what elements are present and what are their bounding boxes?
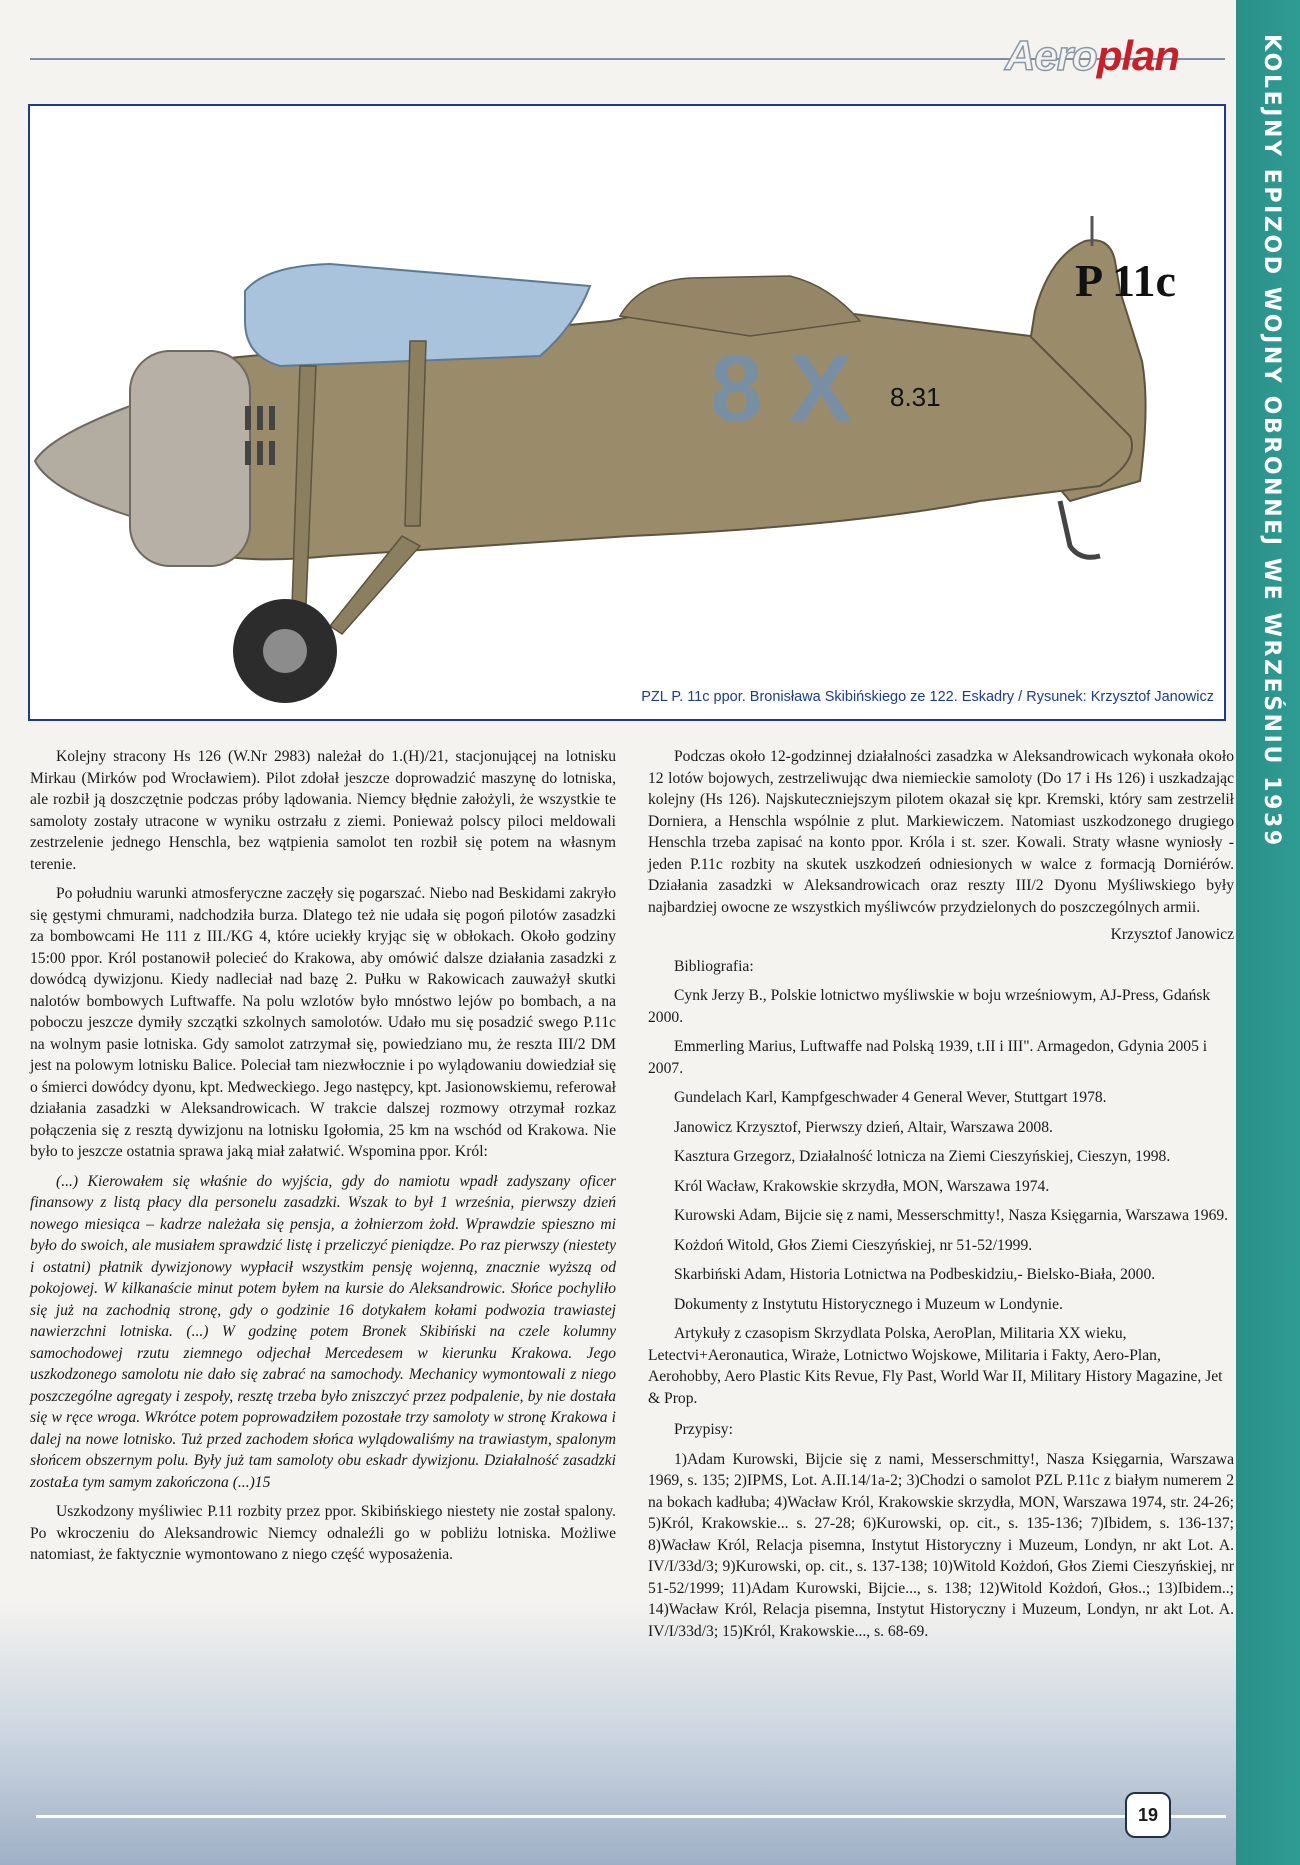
paragraph: Podczas około 12-godzinnej działalności zasadzka w Aleksandrowicach wykonała około 12 lotów bojowych, zestrzeliwując dwa niemieckie samoloty (Do 17 i Hs 126) i uszkadzając kolejny (Hs 126). Najskuteczniejszym pilotem okazał się kpr. Kremski, który sam zestrzelił Dorniera, a Henschla wspólnie z plut. Markiewiczem. Natomiast uszkodzonego drugiego Henschla trzeba zapisać na konto ppor. Króla i st. szer. Kowali. Straty własne wyniosły - jeden P.11c rozbity na skutek uszkodzeń odniesionych w walce z formacją Dorniérów. Działania zasadzki w Aleksandrowicach oraz reszty III/2 Dyonu Myśliwskiego były najbardziej owocne ze wszystkich myśliwców przydzielonych do poszczególnych armii. — [648, 748, 1234, 916]
paragraph: Uszkodzony myśliwiec P.11 rozbity przez ppor. Skibińskiego niestety nie został spalony. Po wkroczeniu do Aleksandrowic Niemcy odnaleźli go w pobliżu lotniska. Możliwe natomiast, że faktycznie wymontowano z niego część wyposażenia. — [30, 1503, 616, 1563]
bibliography-item: Artykuły z czasopism Skrzydlata Polska, AeroPlan, Militaria XX wieku, Letectvi+Aeronautica, Wiraże, Lotnictwo Wojskowe, Militaria i Fakty, Aero-Plan, Aerohobby, Aero Plastic Kits Revue, Fly Past, World War II, Military History Magazine, Jet & Prop. — [648, 1325, 1223, 1407]
bibliography-heading: Bibliografia: — [674, 957, 754, 975]
side-title: KOLEJNY EPIZOD WOJNY OBRONNEJ WE WRZEŚNIU 1939 — [1259, 34, 1284, 848]
bibliography-item: Kożdoń Witold, Głos Ziemi Cieszyńskiej, nr 51-52/1999. — [674, 1236, 1033, 1254]
aeroplan-logo: Aeroplan — [1005, 32, 1180, 79]
louver — [257, 441, 263, 465]
right-column — [648, 746, 1234, 1642]
bibliography-item: Janowicz Krzysztof, Pierwszy dzień, Altair, Warszawa 2008. — [674, 1118, 1053, 1136]
quote-paragraph: (...) Kierowałem się właśnie do wyjścia, gdy do namiotu wpadł zadyszany oficer finansowy z listą płacy dla personelu zasadzki. Wszak to był 1 września, pierwszy dzień nowego miesiąca – kadrze należała się pensja, a żołnierzom żołd. Wprawdzie spieszno mi było do swoich, ale musiałem sprawdzić listę i przeliczyć pieniądze. Po raz pierwszy (niestety i ostatni) płatnik dywizjonowy wypłacił wszystkim pensję wojenną, znacznie wyższą od pokojowej. W kilkanaście minut potem byłem na kursie do Aleksandrowic. Słońce pochyliło się już na zachodnią stronę, gdy o godzinie 16 dotykałem kołami podwozia trawiastej nawierzchni lotniska. (...) W godzinę potem Bronek Skibiński na czele kolumny samochodowej rzutu ziemnego odjechał Mercedesem w kierunku Krakowa. Jego uszkodzonego samolotu nie dało się zabrać na samochody. Mechanicy wymontowali z niego poszczególne agregaty i zespoły, resztę trzeba było zniszczyć przez podpalenie, by nie dostała się w ręce wroga. Wkrótce potem poprowadziłem pozostałe trzy samoloty w stronę Krakowa i dalej na nowe lotnisko. Tuż przed zachodem słońca wylądowaliśmy na trawiastym, spalonym słońcem obszernym polu. Były już tam samoloty obu eskadr dywizjonu. Działalność zasadzki zostaŁa tym samym zakończona (...)15 — [30, 1172, 616, 1491]
bibliography-item: Emmerling Marius, Luftwaffe nad Polską 1939, t.II i III". Armagedon, Gdynia 2005 i 2007. — [648, 1038, 1208, 1077]
page-number: 19 — [1125, 1792, 1171, 1838]
illustration-caption: PZL P. 11c ppor. Bronisława Skibińskiego ze 122. Eskadry / Rysunek: Krzysztof Janowicz — [641, 689, 1214, 705]
propeller-spinner — [35, 406, 130, 516]
footer-rule — [36, 1815, 1226, 1818]
bibliography-list — [648, 985, 1234, 1409]
aircraft-illustration-frame — [28, 104, 1226, 721]
louver — [269, 406, 275, 430]
tail-skid — [1060, 501, 1100, 557]
bibliography-item: Gundelach Karl, Kampfgeschwader 4 General Wever, Stuttgart 1978. — [674, 1089, 1107, 1106]
bibliography-item: Kurowski Adam, Bijcie się z nami, Messerschmitty!, Nasza Księgarnia, Warszawa 1969. — [674, 1207, 1229, 1224]
code-marking: 8.31 — [890, 382, 941, 412]
footnotes: 1)Adam Kurowski, Bijcie się z nami, Messerschmitty!, Nasza Księgarnia, Warszawa 1969, s. 135; 2)IPMS, Lot. A.II.14/1a-2; 3)Chodzi o samolot PZL P.11c z białym numerem 2 na bokach kadłuba; 4)Wacław Król, Krakowskie skrzydła, MON, Warszawa 1974, str. 24-26; 5)Król, Krakowskie... s. 27-28; 6)Kurowski, op. cit., s. 135-136; 7)Ibidem, s. 136-137; 8)Wacław Król, Relacja pisemna, Instytut Historyczny i Muzeum, Londyn, nr akt Lot. A. IV/I/33d/3; 9)Kurowski, op. cit., s. 137-138; 10)Witold Kożdoń, Głos Ziemi Cieszyńskiej, nr 51-52/1999; 11)Adam Kurowski, Bijcie..., s. 138; 12)Witold Kożdoń, Głos..; 13)Ibidem..; 14)Wacław Król, Relacja pisemna, Instytut Historyczny i Muzeum, Londyn, nr akt Lot. A. IV/I/33d/3; 15)Król, Krakowskie..., s. 68-69. — [648, 1450, 1234, 1640]
bibliography-item: Skarbiński Adam, Historia Lotnictwa na Podbeskidziu,- Bielsko-Biała, 2000. — [674, 1266, 1156, 1283]
footnotes-heading: Przypisy: — [674, 1421, 733, 1438]
louver — [269, 441, 275, 465]
aircraft-profile-drawing — [30, 106, 1223, 718]
bibliography-item: Kasztura Grzegorz, Działalność lotnicza na Ziemi Cieszyńskiej, Cieszyn, 1998. — [674, 1148, 1171, 1165]
author-signature: Krzysztof Janowicz — [1110, 926, 1234, 943]
tail-marking: P 11c — [1075, 255, 1176, 306]
paragraph: Kolejny stracony Hs 126 (W.Nr 2983) należał do 1.(H)/21, stacjonującej na lotnisku Mirkau (Mirków pod Wrocławiem). Pilot zdołał jeszcze doprowadzić maszynę do lotniska, ale rozbił ją doszczętnie podczas próby lądowania. Niemcy błędnie założyli, że wszystkie te samoloty zostały utracone w wyniku ostrzału z ziemi. Ponieważ polscy piloci meldowali zestrzelenie jednego Henschla, bez wątpienia samolot ten rozbił się potem na własnym terenie. — [30, 748, 616, 873]
fuselage-marking: 8 X — [710, 336, 853, 442]
bibliography-item: Król Wacław, Krakowskie skrzydła, MON, Warszawa 1974. — [674, 1177, 1050, 1195]
louver — [257, 406, 263, 430]
louver — [245, 441, 251, 465]
wheel-hub — [263, 629, 307, 673]
bibliography-item: Dokumenty z Instytutu Historycznego i Muzeum w Londynie. — [674, 1295, 1063, 1313]
bibliography-item: Cynk Jerzy B., Polskie lotnictwo myśliwskie w boju wrześniowym, AJ-Press, Gdańsk 2000. — [648, 987, 1211, 1026]
left-column — [30, 746, 616, 1566]
engine-cowling — [130, 351, 250, 566]
louver — [245, 406, 251, 430]
paragraph: Po południu warunki atmosferyczne zaczęły się pogarszać. Niebo nad Beskidami zakryło się gęstymi chmurami, nadchodziła burza. Dlatego też nie udała się pogoń pilotów zasadzki za bombowcami He 111 z III./KG 4, które uciekły kryjąc się w obłokach. Około godziny 15:00 ppor. Król postanowił polecieć do Krakowa, aby omówić dalsze działania zasadzki z dowódcą dywizjonu. Kiedy nadleciał nad bazę 2. Pułku w Rakowicach zauważył skutki nalotów bombowych Luftwaffe. Na polu wzlotów było mnóstwo lejów po bombach, a na poboczu jeszcze dymiły szczątki szkolnych samolotów. Udało mu się posadzić swego P.11c na wolnym pasie lotniska. Gdy samolot zatrzymał się, powiedziano mu, że reszta III/2 DM jest na polowym lotnisku Balice. Poleciał tam niezwłocznie i po wylądowaniu dowiedział się o śmierci dowódcy dyonu, kpt. Medweckiego. Jego następcy, kpt. Jasionowskiemu, referował działania zasadzki w Aleksandrowicach. W trakcie dalszej rozmowy otrzymał rozkaz połączenia się z resztą dywizjonu na lotnisku Igołomia, 25 km na wschód od Krakowa. Nie było to jeszcze ostatnia sprawa jaką miał załatwić. Wspomina ppor. Król: — [30, 885, 616, 1160]
